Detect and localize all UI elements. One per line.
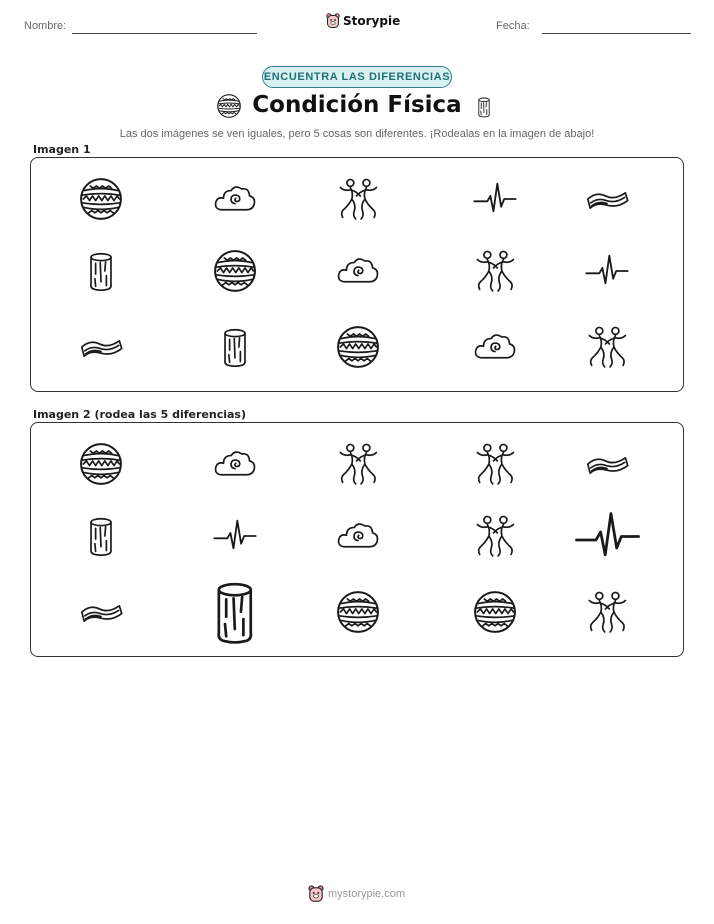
- name-field[interactable]: [72, 33, 257, 34]
- dancers-icon[interactable]: [335, 441, 381, 487]
- image2-panel[interactable]: [30, 422, 684, 657]
- ball-icon: [78, 176, 124, 222]
- image1-panel: [30, 157, 684, 392]
- date-label: Fecha:: [496, 20, 530, 32]
- stump-icon[interactable]: [78, 513, 124, 559]
- cloud-icon: [472, 324, 518, 370]
- instructions: Las dos imágenes se ven iguales, pero 5 cosas son diferentes. ¡Rodealas en la imagen de abajo!: [119, 128, 595, 140]
- cloud-icon[interactable]: [335, 513, 381, 559]
- towel-icon: [584, 176, 630, 222]
- cloud-icon[interactable]: [212, 441, 258, 487]
- ball-icon: [335, 324, 381, 370]
- ball-icon: [212, 248, 258, 294]
- brand-logo: [326, 13, 400, 29]
- stump-icon: [212, 324, 258, 370]
- name-label: Nombre:: [24, 20, 67, 32]
- towel-icon[interactable]: [584, 441, 630, 487]
- heartbeat-icon: [472, 176, 518, 222]
- ball-icon[interactable]: [472, 589, 518, 635]
- activity-badge: ENCUENTRA LAS DIFERENCIAS: [262, 66, 452, 88]
- dancers-icon: [335, 176, 381, 222]
- brand-name: Storypie: [343, 14, 401, 28]
- dancers-icon: [584, 324, 630, 370]
- stump-icon: [78, 248, 124, 294]
- footer: [308, 885, 405, 903]
- heartbeat-icon[interactable]: [212, 513, 258, 559]
- date-field[interactable]: [542, 33, 691, 34]
- image1-label: Imagen 1: [33, 143, 91, 156]
- footer-url: mystorypie.com: [328, 888, 406, 900]
- heartbeat-icon[interactable]: [573, 502, 642, 571]
- ball-icon[interactable]: [78, 441, 124, 487]
- stump-icon[interactable]: [198, 575, 272, 649]
- image2-label: Imagen 2 (rodea las 5 diferencias): [33, 408, 247, 421]
- dancers-icon[interactable]: [472, 513, 518, 559]
- cloud-icon: [335, 248, 381, 294]
- bear-mascot-icon: [308, 885, 324, 903]
- cloud-icon: [212, 176, 258, 222]
- ball-icon[interactable]: [335, 589, 381, 635]
- bear-mascot-icon: [326, 13, 340, 29]
- page-title: Condición Física: [252, 92, 462, 118]
- dancers-icon: [472, 248, 518, 294]
- towel-icon[interactable]: [78, 589, 124, 635]
- heartbeat-icon: [584, 248, 630, 294]
- dancers-icon[interactable]: [472, 441, 518, 487]
- stump-icon: [472, 93, 496, 121]
- towel-icon: [78, 324, 124, 370]
- dancers-icon[interactable]: [584, 589, 630, 635]
